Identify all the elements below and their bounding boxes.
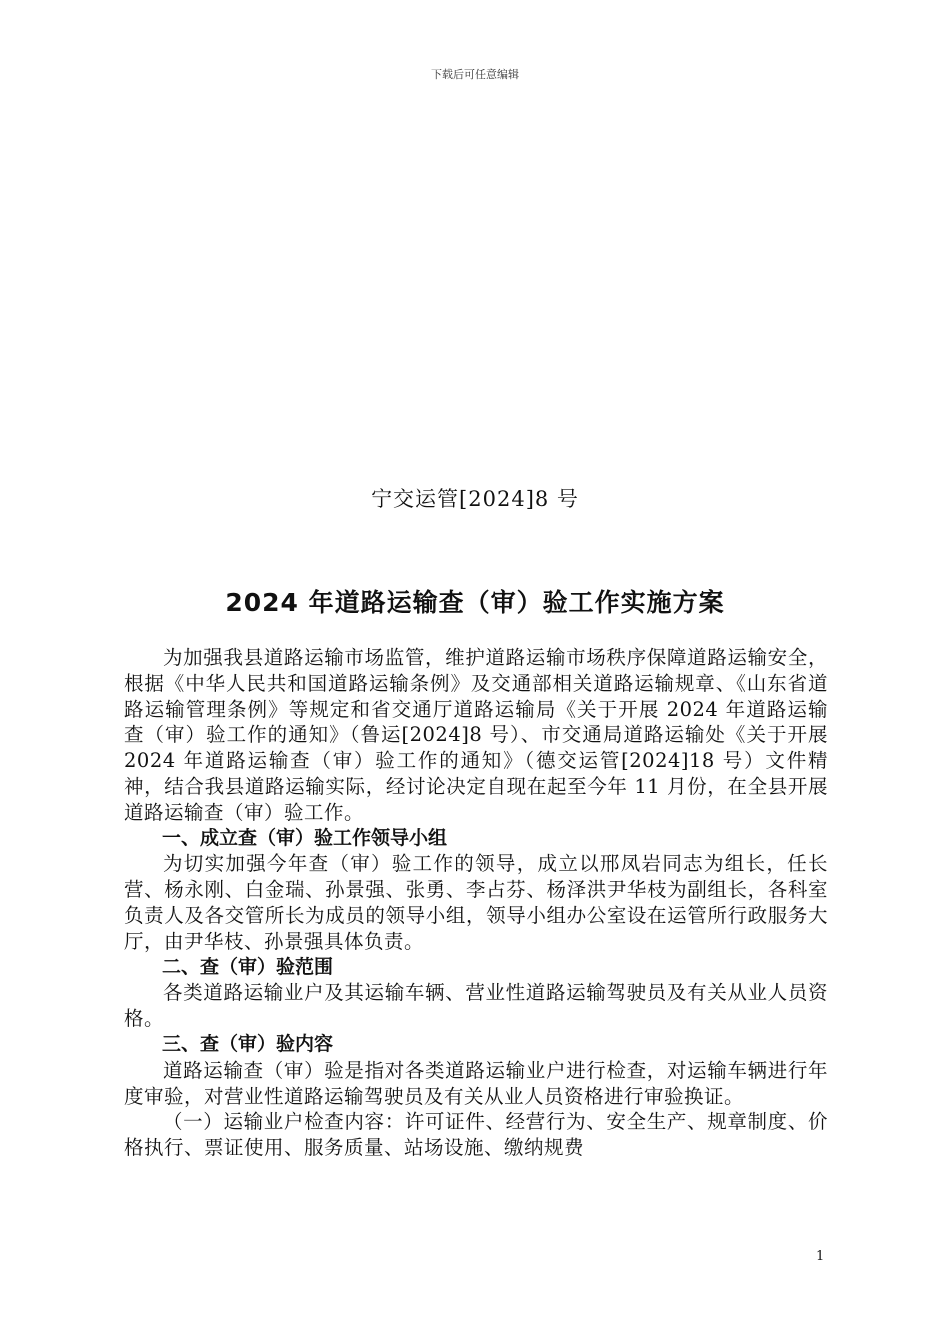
document-title: 2024 年道路运输查（审）验工作实施方案 <box>225 588 725 617</box>
section-heading-scope: 二、查（审）验范围 <box>162 955 334 978</box>
document-body <box>124 645 828 1161</box>
header-note: 下载后可任意编辑 <box>431 68 519 81</box>
section-heading-content: 三、查（审）验内容 <box>162 1032 334 1055</box>
paragraph-scope: 各类道路运输业户及其运输车辆、营业性道路运输驾驶员及有关从业人员资格。 <box>124 981 828 1031</box>
paragraph-intro: 为加强我县道路运输市场监管，维护道路运输市场秩序保障道路运输安全，根据《中华人民共和国道路运输条例》及交通部相关道路运输规章、《山东省道路运输管理条例》等规定和省交通厅道路运输局《关于开展 2024 年道路运输查（审）验工作的通知》（鲁运[2024]8 号）、市交通局道路运输处《关于开展 2024 年道路运输查（审）验工作的通知》（德交运管[2024]18 号）文件精神，结合我县道路运输实际，经讨论决定自现在起至今年 11 月份，在全县开展道路运输查（审）验工作。 <box>124 646 828 824</box>
section-heading-leadership: 一、成立查（审）验工作领导小组 <box>162 826 448 849</box>
page-number: 1 <box>816 1249 825 1264</box>
paragraph-leadership: 为切实加强今年查（审）验工作的领导，成立以邢凤岩同志为组长，任长营、杨永刚、白金瑞、孙景强、张勇、李占芬、杨泽洪尹华枝为副组长，各科室负责人及各交管所长为成员的领导小组，领导小组办公室设在运管所行政服务大厅，由尹华枝、孙景强具体负责。 <box>124 852 828 953</box>
paragraph-operator-inspection: （一）运输业户检查内容：许可证件、经营行为、安全生产、规章制度、价格执行、票证使用、服务质量、站场设施、缴纳规费 <box>124 1110 828 1160</box>
document-number: 宁交运管[2024]8 号 <box>371 487 579 511</box>
paragraph-content: 道路运输查（审）验是指对各类道路运输业户进行检查，对运输车辆进行年度审验，对营业性道路运输驾驶员及有关从业人员资格进行审验换证。 <box>124 1058 828 1108</box>
